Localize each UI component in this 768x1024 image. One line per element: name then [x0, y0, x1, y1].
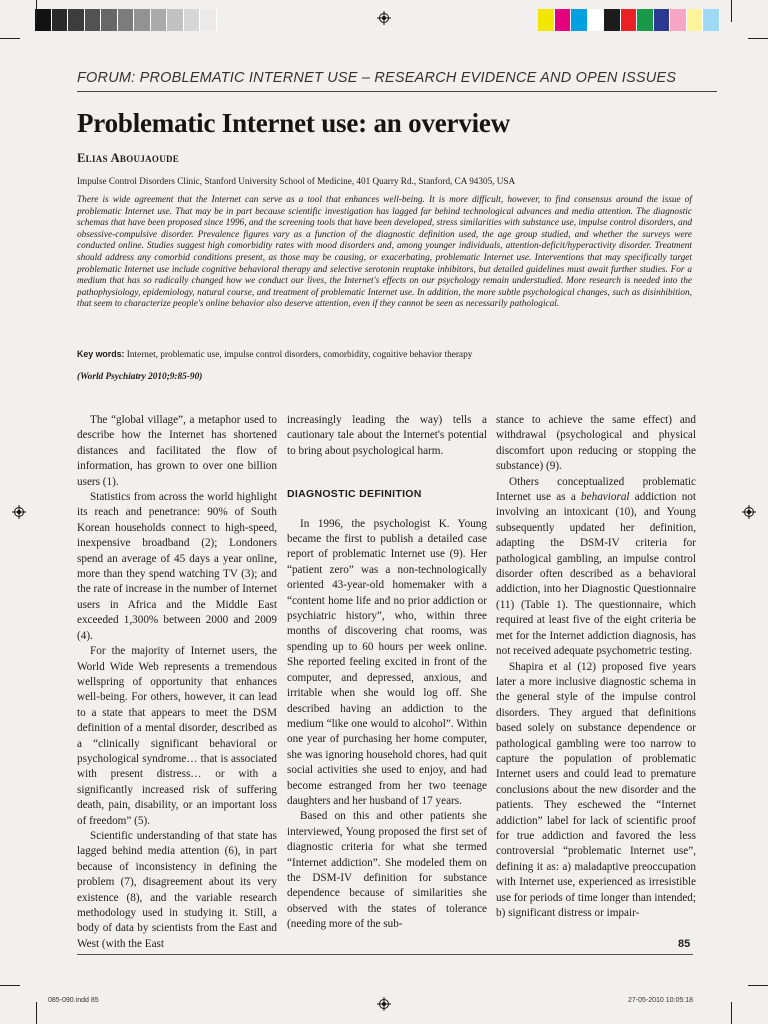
keywords-line: [77, 349, 697, 360]
print-timestamp: 27-05-2010 10:05:18: [628, 997, 693, 1004]
body-text: addiction not involving an intoxicant (10), and Young subsequently updated her definition, adapting the DSM-IV criteria for pathological gambling, an impulse control disorder often described as a behavioral addiction, into her Diagnostic Questionnaire (11) (Table 1). The questionnaire, which required at least five of the eight criteria be met for the Internet addiction diagnosis, has not received adequate psychometric testing.: [496, 491, 696, 658]
footer-rule: [77, 954, 693, 955]
crop-mark: [36, 1002, 37, 1024]
body-column-1: [77, 413, 277, 952]
file-slug: 085-090.indd 85: [48, 997, 99, 1004]
article-abstract: There is wide agreement that the Internet can serve as a tool that enhances well-being. It is more difficult, however, to find consensus around the issue of problematic Internet use. That may be in part because scientific investigation has lagged far behind technological advances and media attention. The diagnostic schemas that have been proposed since 1996, and the screening tools that have been developed, stress similarities with substance use, impulse control disorders, and obsessive-compulsive disorder. Prevalence figures vary as a function of the diagnostic definition used, the age group studied, and whether the surveys were conducted online. Studies suggest high comorbidity rates with mood disorders and, among younger individuals, attention-deficit/hyperactivity disorder. Treatment should address any comorbid conditions present, as those may be causing, or exacerbating, problematic Internet use. Interventions that may specifically target problematic Internet use include cognitive behavioral therapy and selective serotonin reuptake inhibitors, but detailed guidelines must await further studies. For a medium that has so radically changed how we conduct our lives, the Internet's effects on our psychology remain understudied. More research is needed into the pathophysiology, epidemiology, natural course, and treatment of problematic Internet use. In addition, the more subtle psychological changes, such as disinhibition, that seem to characterize people's online behavior also deserve attention, even if they cannot be seen as necessarily pathological.: [77, 195, 692, 310]
crop-mark: [731, 0, 732, 22]
body-paragraph: For the majority of Internet users, the World Wide Web represents a tremendous wellspring of opportunity that enhances well-being. For others, however, it can lead to a state that appears to meet the DSM definition of a mental disorder, described as a “clinically significant behavioral or psychological syndrome… that is associated with present distress… or with a significantly increased risk of suffering death, pain, disability, or an important loss of freedom” (5).: [77, 645, 277, 827]
calibration-swatch: [571, 9, 588, 31]
forum-section-header: FORUM: PROBLEMATIC INTERNET USE – RESEARCH EVIDENCE AND OPEN ISSUES: [77, 70, 717, 92]
crop-mark: [36, 0, 37, 22]
body-paragraph: increasingly leading the way) tells a cautionary tale about the Internet's potential to bring about psychological harm.: [287, 414, 487, 457]
body-column-2: [287, 413, 487, 933]
calibration-swatch: [118, 9, 135, 31]
body-paragraph: In 1996, the psychologist K. Young became the first to publish a detailed case report of problematic Internet use (9). Her “patient zero” was a non-technologically oriented 43-year-old homemaker with a “content home life and no prior addiction or psychiatric history”, who, within three months of discovering chat rooms, was spending up to 60 hours per week online. She reported feeling excited in front of the computer, and depressed, anxious, and irritable when she would log off. She described having an addiction to the medium “like one would to alcohol”. Within one year of purchasing her home computer, she was ignoring household chores, had quit social activities she used to enjoy, and had become estranged from her two teenage daughters and her husband of 17 years.: [287, 517, 487, 807]
calibration-swatch: [200, 9, 217, 31]
crop-mark: [748, 38, 768, 39]
crop-mark: [0, 38, 20, 39]
keywords-label: Key words:: [77, 349, 125, 359]
calibration-swatch: [637, 9, 654, 31]
section-heading-diagnostic-definition: DIAGNOSTIC DEFINITION: [287, 488, 422, 501]
page-number: 85: [678, 938, 691, 950]
body-paragraph: [496, 475, 696, 660]
body-text: Others conceptualized problematic Internet use as a: [496, 475, 696, 504]
calibration-swatch: [68, 9, 85, 31]
calibration-swatch: [555, 9, 572, 31]
calibration-swatch: [101, 9, 118, 31]
body-paragraph: stance to achieve the same effect) and withdrawal (psychological and physical discomfort upon reducing or stopping the substance) (9).: [496, 414, 696, 473]
article-title: Problematic Internet use: an overview: [77, 108, 510, 138]
grayscale-calibration-strip: [35, 9, 217, 31]
calibration-swatch: [52, 9, 69, 31]
crop-mark: [748, 985, 768, 986]
registration-mark-icon: [12, 505, 26, 519]
calibration-swatch: [588, 9, 605, 31]
body-paragraph: The “global village”, a metaphor used to describe how the Internet has shortened distances and facilitated the flow of information, has grown to over one billion users (1).: [77, 414, 277, 488]
calibration-swatch: [670, 9, 687, 31]
body-paragraph: Based on this and other patients she interviewed, Young proposed the first set of diagnostic criteria for what she termed “Internet addiction”. She modeled them on the DSM-IV definition for substance dependence because of similarities she observed with the states of tolerance (needing more of the sub-: [287, 810, 487, 931]
registration-mark-icon: [742, 505, 756, 519]
article-author: Elias Aboujaoude: [77, 151, 180, 165]
color-calibration-strip: [538, 9, 720, 31]
crop-mark: [0, 985, 20, 986]
journal-citation: (World Psychiatry 2010;9:85-90): [77, 372, 203, 382]
emphasis-text: behavioral: [581, 491, 630, 504]
calibration-swatch: [85, 9, 102, 31]
crop-mark: [731, 1002, 732, 1024]
registration-mark-icon: [377, 997, 391, 1011]
calibration-swatch: [538, 9, 555, 31]
registration-mark-icon: [377, 11, 391, 25]
calibration-swatch: [654, 9, 671, 31]
calibration-swatch: [703, 9, 720, 31]
calibration-swatch: [151, 9, 168, 31]
body-paragraph: Scientific understanding of that state has lagged behind media attention (6), in part because of inconsistency in defining the problem (7), disagreement about its very existence (8), and the variable research methodology used in studying it. Still, a body of data by scientists from the East and West (with the East: [77, 829, 277, 950]
keywords-text: Internet, problematic use, impulse control disorders, comorbidity, cognitive behavior therapy: [126, 350, 473, 360]
body-column-3: [496, 413, 696, 921]
calibration-swatch: [35, 9, 52, 31]
calibration-swatch: [167, 9, 184, 31]
calibration-swatch: [184, 9, 201, 31]
body-paragraph: Statistics from across the world highlight its reach and penetrance: 90% of South Korean households connect to high-speed, inexpensive broadband (2); Londoners spend an average of 45 days a year online, more than they spend watching TV (3); and the rate of increase in the number of Internet users in Africa and the Middle East exceeded 1,300% between 2000 and 2009 (4).: [77, 491, 277, 642]
calibration-swatch: [687, 9, 704, 31]
calibration-swatch: [621, 9, 638, 31]
author-affiliation: Impulse Control Disorders Clinic, Stanford University School of Medicine, 401 Quarry Rd., Stanford, CA 94305, USA: [77, 176, 516, 186]
calibration-swatch: [604, 9, 621, 31]
body-paragraph: Shapira et al (12) proposed five years later a more inclusive diagnostic schema in the general style of the impulse control disorders. They argued that definitions based solely on substance dependence or pathological gambling were too narrow to capture the population of problematic Internet users and could lead to premature conclusions about the new disorder and the patients. They eschewed the “Internet addiction” label for lack of scientific proof for true addiction and favored the less controversial “problematic Internet use”, defining it as: a) maladaptive preoccupation with Internet use, experienced as irresistible use for periods of time longer than intended; b) significant distress or impair-: [496, 660, 696, 919]
calibration-swatch: [134, 9, 151, 31]
